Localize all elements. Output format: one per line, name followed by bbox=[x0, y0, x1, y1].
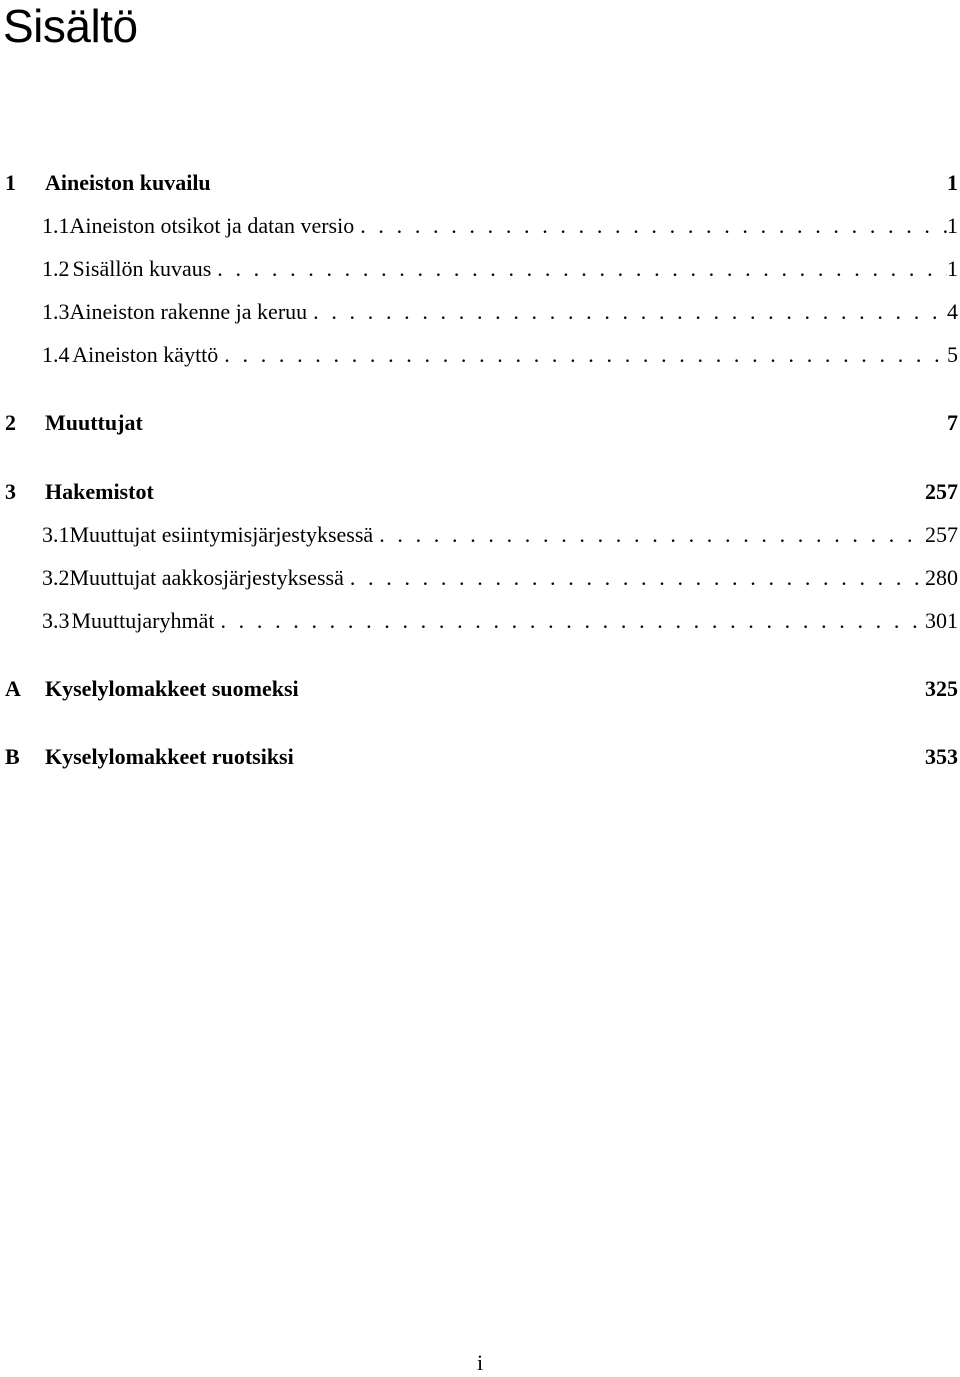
toc-entry-title: Sisällön kuvaus bbox=[72, 256, 212, 281]
toc-entry-title: Muuttujat bbox=[45, 410, 143, 435]
dot-leader bbox=[218, 342, 947, 368]
toc-entry-page: 301 bbox=[925, 608, 958, 633]
toc-entry-title: Kyselylomakkeet ruotsiksi bbox=[45, 744, 294, 769]
toc-entry-title: Aineiston rakenne ja keruu bbox=[69, 299, 308, 324]
toc-entry-page: 325 bbox=[925, 676, 958, 701]
toc-entry-page: 1 bbox=[947, 256, 958, 281]
toc-entry-title: Aineiston kuvailu bbox=[45, 170, 211, 195]
dot-leader bbox=[373, 522, 925, 548]
toc-entry-title: Aineiston käyttö bbox=[72, 342, 219, 367]
toc-entry-section-1-3[interactable] bbox=[0, 299, 960, 329]
page-title: Sisältö bbox=[3, 0, 138, 52]
toc-entry-chapter-2[interactable] bbox=[0, 410, 960, 440]
toc-entry-section-1-2[interactable] bbox=[0, 256, 960, 286]
toc-entry-page: 257 bbox=[925, 479, 958, 504]
toc-entry-section-3-1[interactable] bbox=[0, 522, 960, 552]
toc-entry-number: 1.1 bbox=[42, 213, 70, 238]
page-number-footer: i bbox=[476, 1350, 484, 1375]
toc-entry-chapter-1[interactable] bbox=[0, 170, 960, 200]
dot-leader bbox=[354, 213, 947, 239]
dot-leader bbox=[307, 299, 947, 325]
toc-entry-title: Muuttujaryhmät bbox=[71, 608, 215, 633]
toc-entry-page: 1 bbox=[947, 213, 958, 238]
toc-entry-number: 3 bbox=[5, 479, 16, 504]
toc-entry-title: Muuttujat aakkosjärjestyksessä bbox=[69, 565, 344, 590]
toc-entry-page: 4 bbox=[947, 299, 958, 324]
toc-entry-chapter-3[interactable] bbox=[0, 479, 960, 509]
toc-entry-number: 3.2 bbox=[42, 565, 70, 590]
toc-entry-page: 280 bbox=[925, 565, 958, 590]
toc-entry-number: 3.1 bbox=[42, 522, 70, 547]
toc-entry-title: Aineiston otsikot ja datan versio bbox=[69, 213, 355, 238]
toc-entry-appendix-a[interactable] bbox=[0, 676, 960, 706]
toc-entry-title: Kyselylomakkeet suomeksi bbox=[45, 676, 299, 701]
dot-leader bbox=[214, 608, 925, 634]
toc-entry-number: 3.3 bbox=[42, 608, 70, 633]
dot-leader bbox=[211, 256, 947, 282]
toc-entry-section-1-4[interactable] bbox=[0, 342, 960, 372]
toc-entry-appendix-b[interactable] bbox=[0, 744, 960, 774]
toc-entry-number: 1.3 bbox=[42, 299, 70, 324]
dot-leader bbox=[344, 565, 925, 591]
toc-entry-number: 1.4 bbox=[42, 342, 70, 367]
toc-entry-page: 5 bbox=[947, 342, 958, 367]
toc-entry-section-3-3[interactable] bbox=[0, 608, 960, 638]
toc-entry-page: 7 bbox=[947, 410, 958, 435]
toc-entry-title: Hakemistot bbox=[45, 479, 154, 504]
toc-entry-page: 1 bbox=[947, 170, 958, 195]
toc-entry-title: Muuttujat esiintymisjärjestyksessä bbox=[69, 522, 374, 547]
toc-entry-number: B bbox=[5, 744, 20, 769]
toc-entry-page: 257 bbox=[925, 522, 958, 547]
toc-entry-number: 1 bbox=[5, 170, 16, 195]
toc-entry-section-3-2[interactable] bbox=[0, 565, 960, 595]
toc-entry-number: 1.2 bbox=[42, 256, 70, 281]
toc-entry-section-1-1[interactable] bbox=[0, 213, 960, 243]
toc-entry-number: A bbox=[5, 676, 21, 701]
toc-entry-page: 353 bbox=[925, 744, 958, 769]
toc-entry-number: 2 bbox=[5, 410, 16, 435]
